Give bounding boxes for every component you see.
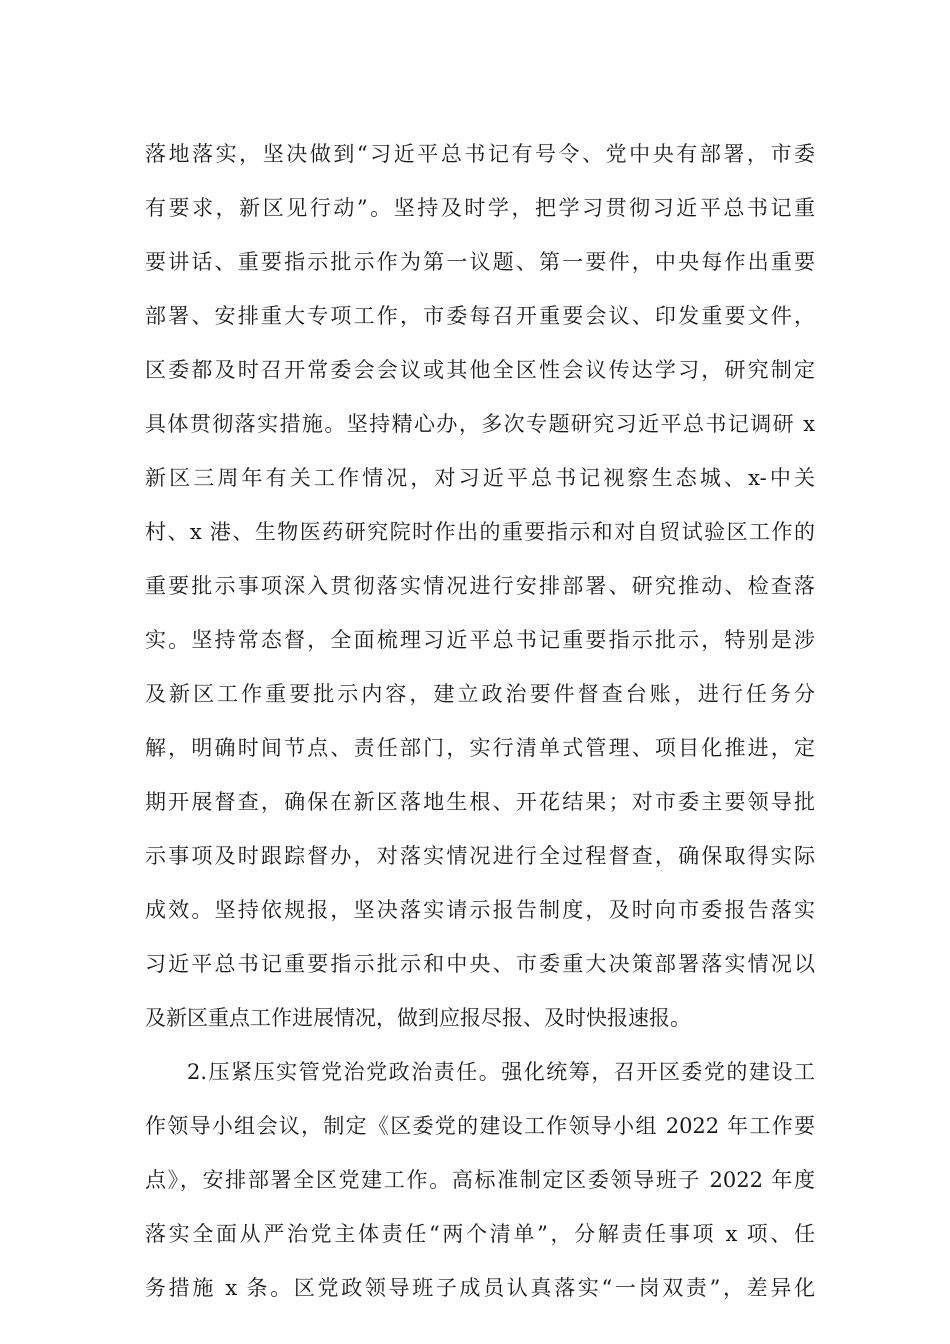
text-line: 落实全面从严治党主体责任“两个清单”，分解责任事项 x 项、任	[145, 1222, 815, 1246]
text-line: 要讲话、重要指示批示作为第一议题、第一要件，中央每作出重要	[145, 250, 815, 274]
text-line: 重要批示事项深入贯彻落实情况进行安排部署、研究推动、检查落	[145, 574, 815, 598]
text-line: 村、x 港、生物医药研究院时作出的重要指示和对自贸试验区工作的	[145, 520, 815, 544]
text-line: 部署、安排重大专项工作，市委每召开重要会议、印发重要文件，	[145, 304, 815, 328]
text-line: 成效。坚持依规报，坚决落实请示报告制度，及时向市委报告落实	[145, 898, 815, 922]
text-line: 期开展督查，确保在新区落地生根、开花结果；对市委主要领导批	[145, 790, 815, 814]
text-line: 习近平总书记重要指示批示和中央、市委重大决策部署落实情况以	[145, 952, 815, 976]
body-text	[145, 127, 815, 1315]
text-line: 务措施 x 条。区党政领导班子成员认真落实“一岗双责”，差异化	[145, 1276, 815, 1300]
text-line-paragraph-end: 及新区重点工作进展情况，做到应报尽报、及时快报速报。	[145, 1006, 691, 1030]
text-line: 解，明确时间节点、责任部门，实行清单式管理、项目化推进，定	[145, 736, 815, 760]
text-line: 实。坚持常态督，全面梳理习近平总书记重要指示批示，特别是涉	[145, 628, 815, 652]
text-line: 有要求，新区见行动”。坚持及时学，把学习贯彻习近平总书记重	[145, 196, 815, 220]
text-line: 示事项及时跟踪督办，对落实情况进行全过程督查，确保取得实际	[145, 844, 815, 868]
text-line: 区委都及时召开常委会会议或其他全区性会议传达学习，研究制定	[145, 358, 815, 382]
text-line: 具体贯彻落实措施。坚持精心办，多次专题研究习近平总书记调研 x	[145, 412, 815, 436]
text-line: 及新区工作重要批示内容，建立政治要件督查台账，进行任务分	[145, 682, 815, 706]
text-line: 作领导小组会议，制定《区委党的建设工作领导小组 2022 年工作要	[145, 1114, 815, 1138]
text-line-paragraph-start: 2.压紧压实管党治党政治责任。强化统筹，召开区委党的建设工	[187, 1060, 815, 1084]
text-line: 新区三周年有关工作情况，对习近平总书记视察生态城、x-中关	[145, 466, 815, 490]
text-line: 点》，安排部署全区党建工作。高标准制定区委领导班子 2022 年度	[145, 1168, 815, 1192]
text-line: 落地落实，坚决做到“习近平总书记有号令、党中央有部署，市委	[145, 142, 815, 166]
